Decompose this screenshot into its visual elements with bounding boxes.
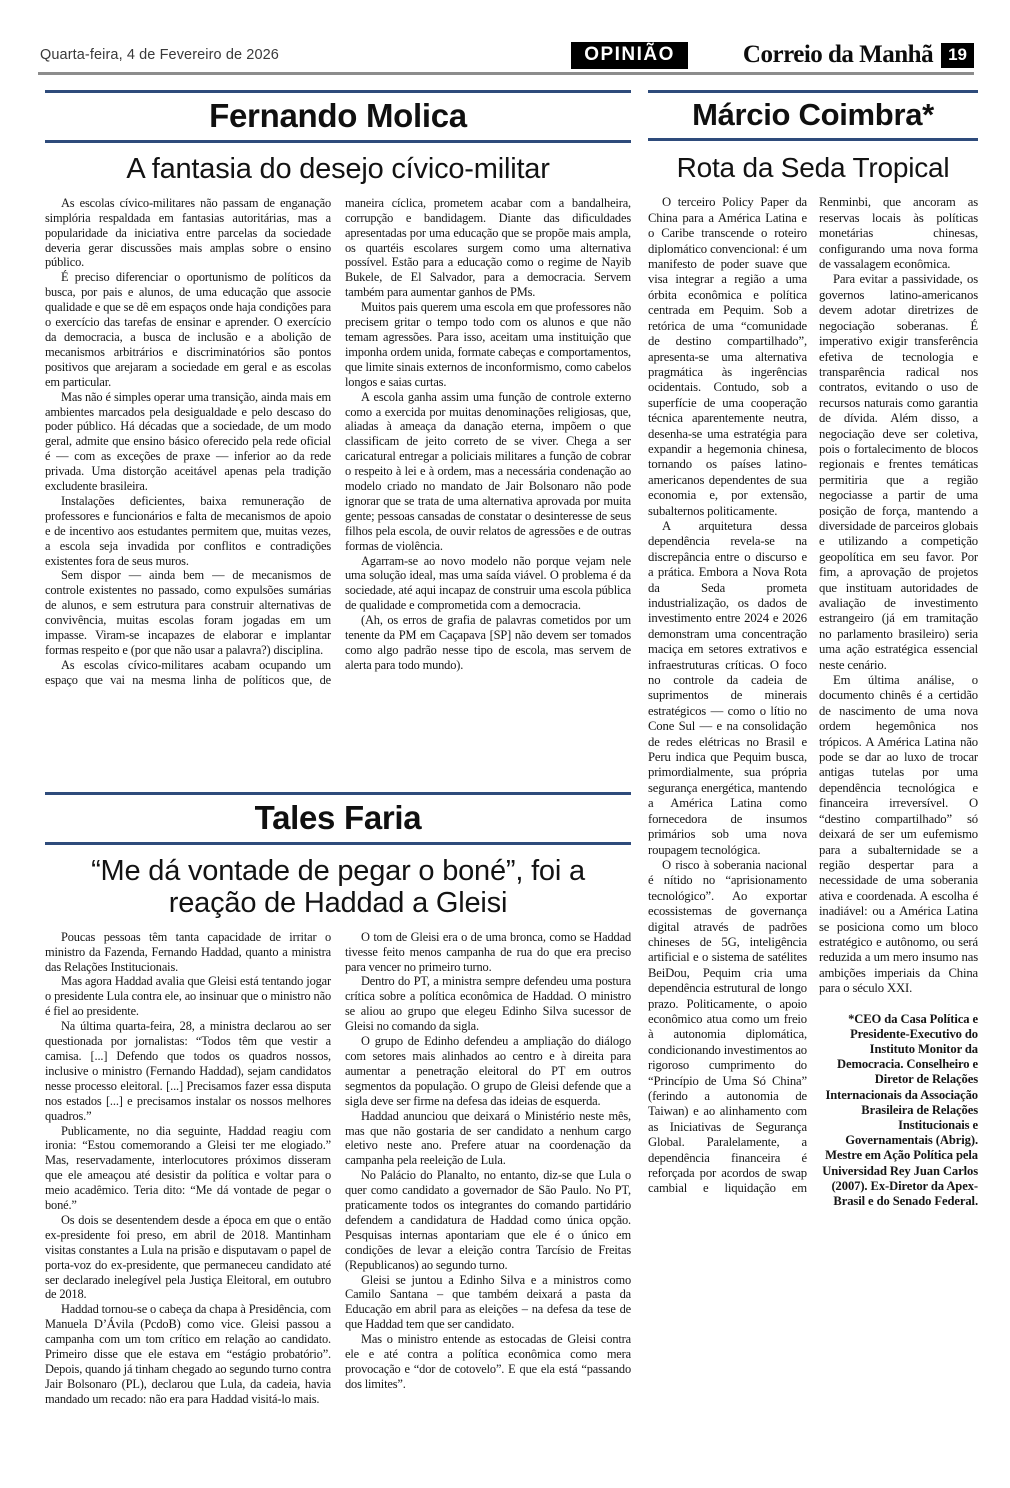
author-bio: *CEO da Casa Política e Presidente-Executivo do Instituto Monitor da Democracia. Conselheiro e Diretor de Relações Internacionais da Associação Brasileira de Relações Institucionais e Governamentais (Abrig). Mestre em Ação Política pela Universidad Rey Juan Carlos (2007). Ex-Diretor da Apex-Brasil e do Senado Federal. <box>822 1011 978 1208</box>
article-headline: “Me dá vontade de pegar o boné”, foi a reação de Haddad a Gleisi <box>91 854 585 919</box>
article-paragraph: Agarram-se ao novo modelo não porque vejam nele uma solução ideal, mas uma saída viável. O problema é da sociedade, até aqui incapaz de construir uma escola pública de qualidade e comprometida com a democracia. <box>345 553 631 613</box>
article-body <box>45 196 631 786</box>
author-name: Márcio Coimbra* <box>692 97 934 132</box>
article-paragraph: Gleisi se juntou a Edinho Silva e a ministros como Camilo Santana – que também deixará a pasta da Educação em abril para as eleições – na defesa da tese de que Haddad tem que ser candidato. <box>345 1272 631 1332</box>
article-paragraph: Para evitar a passividade, os governos latino-americanos devem adotar diretrizes de negociação soberanas. É imperativo exigir transferência efetiva de tecnologia e transparência radical nos contratos, evitando o uso de recursos naturais como garantia de dívida. Além disso, a negociação deve ser coletiva, pois o fortalecimento de blocos regionais e frentes temáticas permitiria que a região negociasse a partir de uma posição de força, mantendo a diversidade de parceiros globais e utilizando a competição geopolítica em seu favor. Por fim, a aprovação de projetos que instituam autoridades de avaliação de investimento estrangeiro (já em tramitação no parlamento brasileiro) seria uma ação estratégica essencial neste cenário. <box>819 272 978 672</box>
article-paragraph: Mas não é simples operar uma transição, ainda mais em ambientes marcados pela desigualdade e pelo descaso do poder público. Há décadas que a sociedade, de um modo geral, admite que ensino básico oferecido pela rede oficial é — com as exceções de praxe — inferior ao da rede privada. Uma distorção aceitável apenas pela tradição excludente brasileira. <box>45 389 331 494</box>
article-molica <box>45 90 631 786</box>
author-rule-bottom <box>45 140 631 143</box>
masthead-logo: Correio da Manhã <box>742 41 934 68</box>
header-divider <box>38 72 974 75</box>
article-paragraph: Mas o ministro entende as estocadas de Gleisi contra ele e até contra a política econômica como mera provocação e “dor de cotovelo”. E que ela está “passando dos limites”. <box>345 1332 631 1391</box>
article-body <box>648 195 978 1431</box>
article-paragraph: O risco à soberania nacional é nítido no “aprisionamento tecnológico”. Ao exportar ecossistemas de governança digital através de padrões chineses de 5G, inteligência artificial e o sistema de satélites BeiDou, Pequim cria uma dependência estrutural de longo prazo. Politicamente, o apoio econômico atua como um freio à autonomia diplomática, condicionando investimentos ao rigoroso cumprimento do “Princípio de Uma Só China” (ferindo a autonomia de Taiwan) e ao alinhamento com as Iniciativas de Segurança Global. Paralelamente, a dependência financeira é reforçada por acordos de swap cambial e liquidação em Renminbi, que ancoram as reservas locais às políticas monetárias chinesas, configurando uma nova forma de vassalagem econômica. <box>648 195 978 1196</box>
article-paragraph: Mas agora Haddad avalia que Gleisi está tentando jogar o presidente Lula contra ele, ao insinuar que o ministro não é fiel ao presidente. <box>45 974 331 1019</box>
article-paragraph: Publicamente, no dia seguinte, Haddad reagiu com ironia: “Estou comemorando a Gleisi ter me elogiado.” Mas, reservadamente, interlocutores próximos disseram que ele ameaçou até desistir da política e voltar para o meio acadêmico. Teria dito: “Me dá vontade de pegar o boné.” <box>45 1123 331 1213</box>
article-paragraph: As escolas cívico-militares acabam ocupando um espaço que vai na mesma linha de políticos que, de maneira cíclica, prometem acabar com a bandalheira, corrupção e bandidagem. Diante das dificuldades apresentadas por uma educação que se propõe mais ampla, os quartéis escolares surgem como uma alternativa possível. Estão para a educação como o regime de Nayib Bukele, de El Salvador, para a democracia. Servem também para aumentar ganhos de PMs. <box>45 195 631 687</box>
article-headline: A fantasia do desejo cívico-militar <box>126 152 550 185</box>
article-paragraph: Dentro do PT, a ministra sempre defendeu uma postura crítica sobre a política econômica de Haddad. O ministro se aliou ao grupo que elegeu Edinho Silva sucessor de Gleisi no comando da sigla. <box>345 974 631 1034</box>
article-coimbra <box>648 90 978 1431</box>
article-paragraph: Sem dispor — ainda bem — de mecanismos de controle existentes no passado, como expulsões sumárias de alunos, e sem estrutura para construir alternativas de convivência, muitas escolas foram jogadas em um impasse. Viram-se incapazes de elaborar e implantar formas respeito e (por que não usar a palavra?) disciplina. <box>45 568 331 658</box>
author-name: Tales Faria <box>254 799 422 836</box>
article-paragraph: É preciso diferenciar o oportunismo de políticos da busca, por pais e alunos, de uma educação que associe qualidade e que se dê em espaços onde haja condições para o exercício das tarefas de ensinar e aprender. O exercício da democracia, a busca de inclusão e a abolição de mecanismos arbitrários e discriminatórios são pontos positivos que arejaram a sociedade em geral e as escolas em particular. <box>45 270 331 389</box>
section-badge: OPINIÃO <box>571 42 688 69</box>
article-paragraph: A arquitetura dessa dependência revela-se na discrepância entre o discurso e a prática. Embora a Nova Rota da Seda prometa industrialização, os dados de investimento entre 2024 e 2026 demonstram uma concentração maciça em setores extrativos e infraestruturas críticas. O foco no controle da cadeia de suprimentos de minerais estratégicos — como o lítio no Cone Sul — e na consolidação de redes elétricas no Brasil e Peru indica que Pequim busca, primordialmente, sua própria segurança energética, mantendo a América Latina como fornecedora de insumos primários sob uma nova roupagem tecnológica. <box>648 518 807 857</box>
article-tales <box>45 792 631 1476</box>
article-paragraph: Haddad anunciou que deixará o Ministério neste mês, mas que não gostaria de ser candidato a nenhum cargo eletivo neste ano. Prefere atuar na coordenação da campanha pela reeleição de Lula. <box>345 1108 631 1168</box>
header-right <box>571 41 974 69</box>
author-rule-top <box>648 90 978 93</box>
page-number-badge: 19 <box>941 43 974 68</box>
article-paragraph: Haddad tornou-se o cabeça da chapa à Presidência, com Manuela D’Ávila (PcdoB) como vice. Gleisi passou a campanha com um tom crítico em relação ao candidato. Primeiro disse que ele estava em “estágio probatório”. Depois, quando já tinham chegado ao segundo turno contra Jair Bolsonaro (PL), declarou que Lula, da cadeia, havia mandado um recado: não era para Haddad visitá-lo mais. <box>45 1302 331 1406</box>
article-paragraph: A escola ganha assim uma função de controle externo como a exercida por muitas denominações religiosas, que, aliadas à ameaça da danação eterna, impõem o que classificam de jeito correto de se viver. Chega a ser caricatural entregar a policiais militares a função de cobrar o respeito à lei e à ordem, mas a necessária condenação ao modelo criado no mandato de Jair Bolsonaro não pode ignorar que se trata de uma alternativa aprovada por muita gente; pessoas cansadas de constatar o desinteresse de seus filhos pela escola, de ouvir relatos de agressões e de outras formas de violência. <box>345 389 631 553</box>
article-paragraph: Na última quarta-feira, 28, a ministra declarou ao ser questionada por jornalistas: “Todos têm que vestir a camisa. [...] Defendo que todos os quadros nossos, inclusive o ministro (Fernando Haddad), sejam candidatos nesse processo eleitoral. [...] Precisamos fazer essa disputa nos estados [...] e precisamos instalar os nossos melhores quadros.” <box>45 1019 331 1123</box>
page-header <box>40 40 974 70</box>
author-rule-bottom <box>648 138 978 141</box>
article-paragraph: Em última análise, o documento chinês é a certidão de nascimento de uma nova ordem hegemônica nos trópicos. A América Latina não pode se dar ao luxo de trocar antigas tutelas por uma dependência tecnológica e financeira irreversível. O “destino compartilhado” só deixará de ser um eufemismo para a subalternidade se a região despertar para a necessidade de uma soberania ativa e coordenada. A escolha é inadiável: ou a América Latina se posiciona como um bloco estratégico e autônomo, ou será reduzida a um mero insumo nas ambições imperiais da China para o século XXI. <box>819 673 978 996</box>
author-rule-top <box>45 792 631 795</box>
article-paragraph: O grupo de Edinho defendeu a ampliação do diálogo com setores mais alinhados ao centro e à direita para aumentar a penetração eleitoral do PT em outros segmentos da população. O grupo de Gleisi defende que a sigla deve ser firme na defesa das ideias de esquerda. <box>345 1034 631 1108</box>
article-paragraph: O tom de Gleisi era o de uma bronca, como se Haddad tivesse feito menos campanha de rua do que era preciso para vencer no primeiro turno. <box>345 929 631 974</box>
article-body <box>45 930 631 1476</box>
edition-date: Quarta-feira, 4 de Fevereiro de 2026 <box>40 47 279 63</box>
article-paragraph: No Palácio do Planalto, no entanto, diz-se que Lula o quer como candidato a governador de São Paulo. No PT, praticamente todos os integrantes do comando partidário defendem a candidatura de Haddad como única opção. Pesquisas internas apontariam que ele é o único em condições de levar a eleição contra Tarcísio de Freitas (Republicanos) ao segundo turno. <box>345 1168 631 1272</box>
article-paragraph: (Ah, os erros de grafia de palavras cometidos por um tenente da PM em Caçapava [SP] não devem ser tomados como algo padrão nesse tipo de escola, mas servem de alerta para todo mundo). <box>345 613 631 672</box>
article-paragraph: Muitos pais querem uma escola em que professores não precisem gritar o tempo todo com os alunos e que não temam agressões. Para isso, aceitam uma instituição que imponha ordem unida, formate cabeças e comportamentos, que limite sinais externos de inconformismo, como cabelos longos e saias curtas. <box>345 300 631 389</box>
author-rule-top <box>45 90 631 93</box>
article-headline: Rota da Seda Tropical <box>676 151 950 183</box>
article-paragraph: O terceiro Policy Paper da China para a América Latina e o Caribe transcende o roteiro diplomático convencional: é um manifesto de poder suave que visa integrar a região a uma órbita econômica e política centrada em Pequim. Sob a retórica de uma “comunidade de destino compartilhado”, apresenta-se uma alternativa pragmática às ingerências ocidentais. Contudo, sob a superfície de uma cooperação técnica aparentemente neutra, desenha-se uma estratégia para expandir a hegemonia chinesa, tornando os países latino-americanos dependentes de sua economia e, por extensão, subalternos politicamente. <box>648 195 807 518</box>
author-name: Fernando Molica <box>209 97 467 134</box>
author-rule-bottom <box>45 842 631 845</box>
article-paragraph: Os dois se desentendem desde a época em que o então ex-presidente foi preso, em abril de 2018. Mantinham visitas constantes a Lula na prisão e disputavam o papel de porta-voz do ex-presidente, que permaneceu candidato até ser declarado inelegível pela Justiça Eleitoral, em outubro de 2018. <box>45 1212 331 1302</box>
article-paragraph: Instalações deficientes, baixa remuneração de professores e funcionários e falta de mecanismos de apoio e de incentivo aos estudantes permitem que, muitas vezes, a escola seja invadida por conflitos e contradições existentes fora de seus muros. <box>45 493 331 568</box>
article-paragraph: As escolas cívico-militares não passam de enganação simplória respaldada em fantasias autoritárias, mas a popularidade da iniciativa entre parcelas da sociedade deveria gerar discussões mais amplas sobre o ensino público. <box>45 195 331 270</box>
article-paragraph: Poucas pessoas têm tanta capacidade de irritar o ministro da Fazenda, Fernando Haddad, quanto a ministra das Relações Institucionais. <box>45 929 331 974</box>
